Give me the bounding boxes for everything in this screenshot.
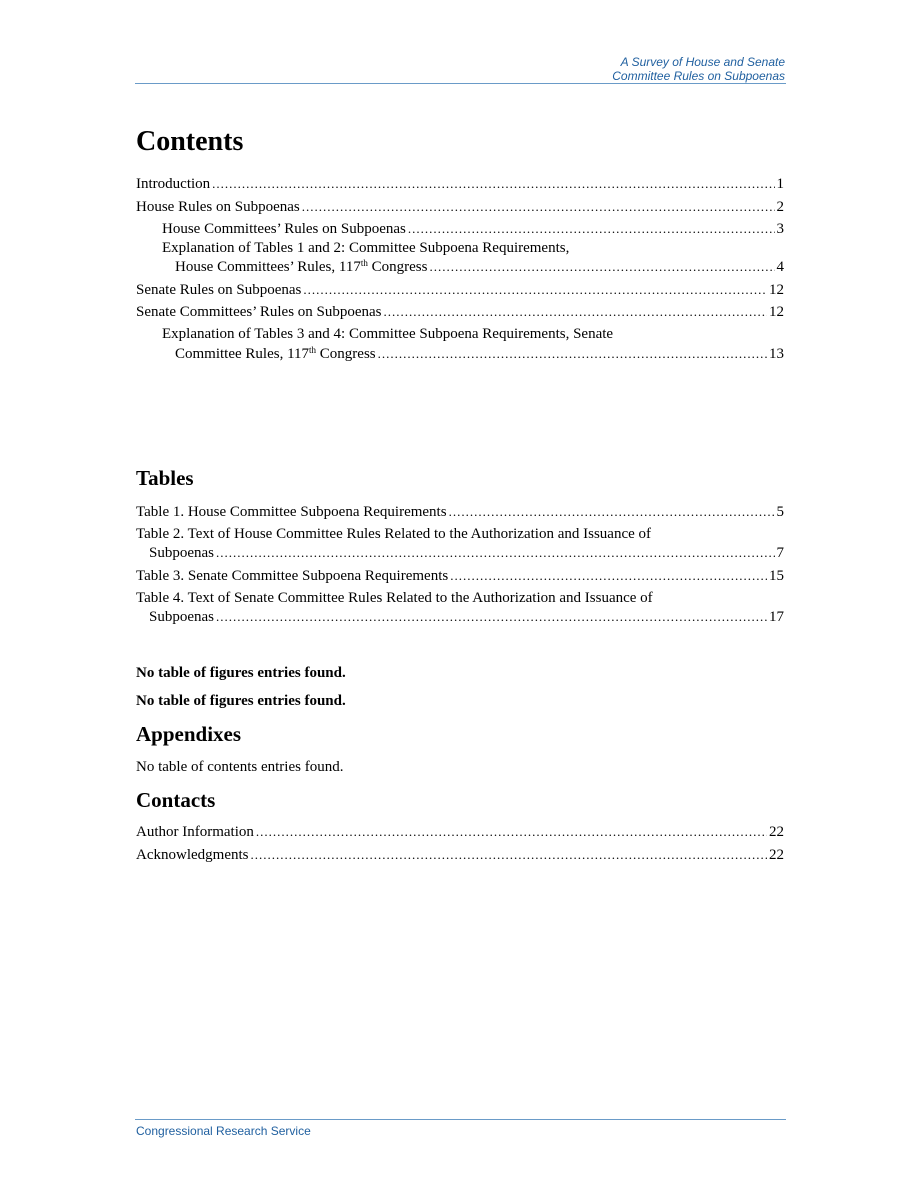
toc-entry-house-committees-rules[interactable] bbox=[162, 219, 784, 239]
running-header-line1: A Survey of House and Senate bbox=[620, 55, 785, 69]
toc-entry-label: Author Information bbox=[136, 824, 254, 840]
toc-entry-page: 5 bbox=[776, 504, 784, 520]
toc-entry-page: 15 bbox=[769, 568, 784, 584]
toc-entry-page: 22 bbox=[769, 847, 784, 863]
figures-notice: No table of figures entries found. bbox=[136, 665, 346, 681]
dot-leader bbox=[429, 257, 774, 277]
dot-leader bbox=[378, 344, 767, 364]
toc-entry-senate-committees-rules[interactable] bbox=[136, 302, 784, 322]
toc-entry-label: House Committees’ Rules, 117th Congress bbox=[175, 258, 428, 275]
toc-entry-table-3[interactable] bbox=[136, 566, 784, 586]
dot-leader bbox=[256, 822, 767, 842]
dot-leader bbox=[303, 280, 767, 300]
toc-entry-author-information[interactable] bbox=[136, 822, 784, 842]
toc-entry-page: 12 bbox=[769, 304, 784, 320]
toc-entry-explanation-tables-3-4[interactable] bbox=[175, 344, 784, 364]
running-header-line2: Committee Rules on Subpoenas bbox=[612, 69, 785, 83]
toc-entry-page: 17 bbox=[769, 609, 784, 625]
footer-divider bbox=[135, 1119, 786, 1120]
toc-entry-label: Senate Rules on Subpoenas bbox=[136, 282, 302, 298]
toc-entry-page: 3 bbox=[776, 221, 784, 237]
toc-entry-explanation-tables-3-4-line1[interactable]: Explanation of Tables 3 and 4: Committee Subpoena Requirements, Senate bbox=[162, 326, 614, 342]
toc-entry-page: 1 bbox=[776, 176, 784, 192]
toc-entry-house-rules[interactable] bbox=[136, 197, 784, 217]
toc-entry-table-1[interactable] bbox=[136, 502, 784, 522]
dot-leader bbox=[216, 543, 775, 563]
dot-leader bbox=[212, 174, 774, 194]
toc-entry-label: Table 3. Senate Committee Subpoena Requirements bbox=[136, 568, 449, 584]
toc-entry-page: 7 bbox=[776, 545, 784, 561]
dot-leader bbox=[250, 845, 767, 865]
dot-leader bbox=[449, 502, 775, 522]
dot-leader bbox=[450, 566, 767, 586]
dot-leader bbox=[384, 302, 767, 322]
toc-entry-label: Acknowledgments bbox=[136, 847, 249, 863]
dot-leader bbox=[216, 607, 767, 627]
toc-entry-label: House Rules on Subpoenas bbox=[136, 199, 300, 215]
toc-entry-page: 4 bbox=[776, 259, 784, 275]
contents-heading: Contents bbox=[136, 126, 244, 157]
figures-notice-2: No table of figures entries found. bbox=[136, 693, 346, 709]
header-divider bbox=[135, 83, 786, 84]
toc-entry-page: 13 bbox=[769, 346, 784, 362]
toc-entry-label: Senate Committees’ Rules on Subpoenas bbox=[136, 304, 382, 320]
toc-entry-label: Introduction bbox=[136, 176, 211, 192]
toc-entry-label: Subpoenas bbox=[149, 545, 214, 561]
toc-entry-table-2[interactable] bbox=[149, 543, 784, 563]
toc-entry-page: 12 bbox=[769, 282, 784, 298]
toc-entry-senate-rules[interactable] bbox=[136, 280, 784, 300]
appendixes-heading: Appendixes bbox=[136, 722, 242, 746]
toc-entry-table-2-line1[interactable]: Table 2. Text of House Committee Rules Related to the Authorization and Issuance of bbox=[136, 526, 652, 542]
toc-entry-introduction[interactable] bbox=[136, 174, 784, 194]
tables-heading: Tables bbox=[136, 466, 194, 490]
toc-entry-explanation-tables-1-2[interactable] bbox=[175, 257, 784, 277]
toc-entry-table-4[interactable] bbox=[149, 607, 784, 627]
toc-entry-label: Committee Rules, 117th Congress bbox=[175, 345, 376, 362]
dot-leader bbox=[302, 197, 775, 217]
dot-leader bbox=[408, 219, 775, 239]
appendixes-notice: No table of contents entries found. bbox=[136, 759, 344, 775]
toc-entry-table-4-line1[interactable]: Table 4. Text of Senate Committee Rules Related to the Authorization and Issuance of bbox=[136, 590, 653, 606]
toc-entry-label: Table 1. House Committee Subpoena Requirements bbox=[136, 504, 447, 520]
footer-label: Congressional Research Service bbox=[136, 1124, 311, 1138]
running-header bbox=[612, 55, 785, 83]
toc-entry-acknowledgments[interactable] bbox=[136, 845, 784, 865]
toc-entry-explanation-tables-1-2-line1[interactable]: Explanation of Tables 1 and 2: Committee Subpoena Requirements, bbox=[162, 240, 570, 256]
toc-entry-label: House Committees’ Rules on Subpoenas bbox=[162, 221, 406, 237]
toc-entry-label: Subpoenas bbox=[149, 609, 214, 625]
toc-entry-page: 22 bbox=[769, 824, 784, 840]
toc-entry-page: 2 bbox=[776, 199, 784, 215]
contacts-heading: Contacts bbox=[136, 788, 216, 812]
